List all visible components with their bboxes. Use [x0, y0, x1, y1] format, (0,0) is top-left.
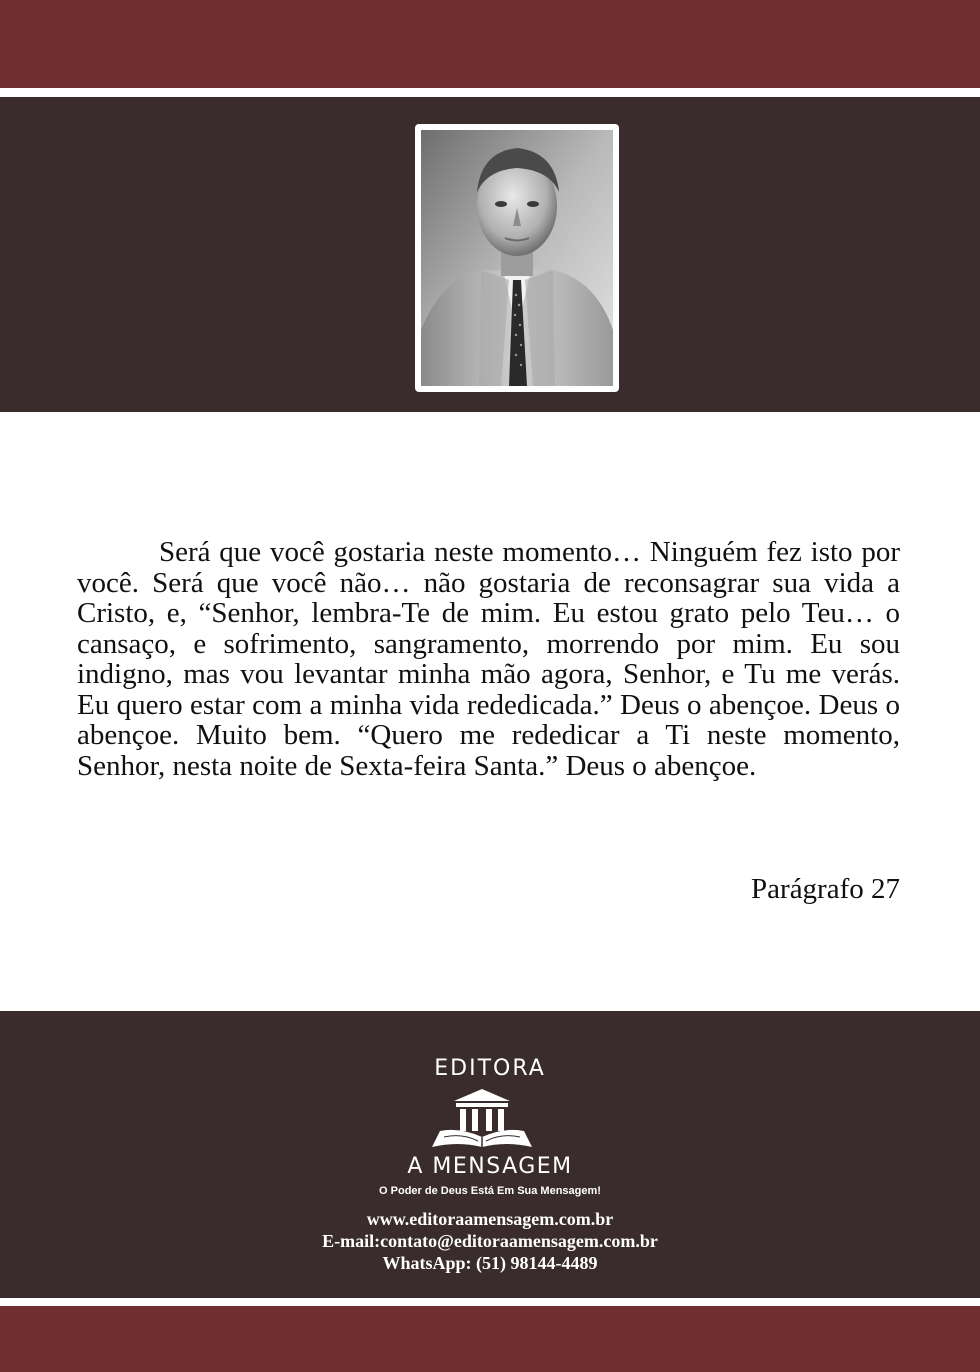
brand-name-top: EDITORA	[434, 1056, 546, 1081]
bottom-color-band	[0, 1306, 980, 1372]
contact-info	[0, 1208, 980, 1274]
portrait-frame	[415, 124, 619, 392]
brand-tagline: O Poder de Deus Está Em Sua Mensagem!	[379, 1185, 601, 1197]
whatsapp-text: WhatsApp: (51) 98144-4489	[382, 1253, 598, 1273]
top-color-band	[0, 0, 980, 88]
portrait-photo	[421, 130, 613, 386]
website-link[interactable]: www.editoraamensagem.com.br	[366, 1209, 614, 1229]
temple-book-icon	[430, 1087, 534, 1149]
body-paragraph: Será que você gostaria neste momento… Ninguém fez isto por você. Será que você não… não gostaria de reconsagrar sua vida a Cristo, e, “Senhor, lembra-Te de mim. Eu estou grato pelo Teu… o cansaço, e sofrimento, sangramento, morrendo por mim. Eu sou indigno, mas vou levantar minha mão agora, Senhor, e Tu me verás. Eu quero estar com a minha vida rededicada.” Deus o abençoe. Deus o abençoe. Muito bem. “Quero me rededicar a Ti neste momento, Senhor, nesta noite de Sexta-feira Santa.” Deus o abençoe.	[77, 536, 900, 782]
brand-name-bottom: A MENSAGEM	[407, 1154, 573, 1179]
paragraph-reference: Parágrafo 27	[751, 873, 900, 905]
email-link[interactable]: E-mail:contato@editoraamensagem.com.br	[322, 1231, 658, 1251]
